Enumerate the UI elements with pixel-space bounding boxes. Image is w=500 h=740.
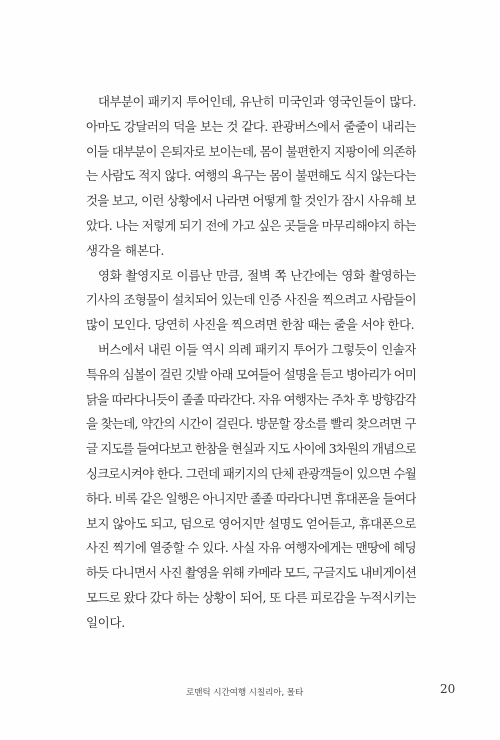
page-footer <box>0 680 500 702</box>
text-line: 버스에서 내린 이들 역시 의례 패키지 투어가 그렇듯이 인솔자 <box>98 341 416 357</box>
text-line: 보지 않아도 되고, 덤으로 영어지만 설명도 얻어듣고, 휴대폰으로 <box>86 515 416 531</box>
text-line: 하다. 비록 같은 일행은 아니지만 졸졸 따라다니면 휴대폰을 들여다 <box>86 490 416 506</box>
body-text <box>86 90 416 636</box>
text-line: 아마도 강달러의 덕을 보는 것 같다. 관광버스에서 줄줄이 내리는 <box>86 118 416 134</box>
text-line: 싱크로시켜야 한다. 그런데 패키지의 단체 관광객들이 있으면 수월 <box>86 465 416 481</box>
text-line: 기사의 조형물이 설치되어 있는데 인증 사진을 찍으려고 사람들이 <box>86 292 416 308</box>
text-line: 하듯 다니면서 사진 촬영을 위해 카메라 모드, 구글지도 내비게이션 <box>86 565 416 581</box>
text-line: 생각을 해본다. <box>86 242 165 258</box>
text-line: 이들 대부분이 은퇴자로 보이는데, 몸이 불편한지 지팡이에 의존하 <box>86 143 416 159</box>
text-line: 일이다. <box>86 614 126 630</box>
text-line: 영화 촬영지로 이름난 만큼, 절벽 쪽 난간에는 영화 촬영하는 <box>98 267 416 283</box>
text-line: 닭을 따라다니듯이 졸졸 따라간다. 자유 여행자는 주차 후 방향감각 <box>86 391 416 407</box>
paragraph-1 <box>86 90 416 264</box>
text-line: 았다. 나는 저렇게 되기 전에 가고 싶은 곳들을 마무리해야지 하는 <box>86 217 416 233</box>
text-line: 글 지도를 들여다보고 한참을 현실과 지도 사이에 3차원의 개념으로 <box>86 441 416 457</box>
text-line: 사진 찍기에 열중할 수 있다. 사실 자유 여행자에게는 맨땅에 헤딩 <box>86 540 416 556</box>
running-title: 로맨틱 시간여행 시칠리아, 몰타 <box>186 688 304 698</box>
text-line: 대부분이 패키지 투어인데, 유난히 미국인과 영국인들이 많다. <box>98 94 416 109</box>
page-number: 20 <box>440 682 456 696</box>
text-line: 는 사람도 적지 않다. 여행의 욕구는 몸이 불편해도 식지 않는다는 <box>86 168 416 184</box>
text-line: 많이 모인다. 당연히 사진을 찍으려면 한참 때는 줄을 서야 한다. <box>86 317 415 333</box>
text-line: 것을 보고, 이런 상황에서 나라면 어떻게 할 것인가 잠시 사유해 보 <box>86 193 416 209</box>
text-line: 을 찾는데, 약간의 시간이 걸린다. 방문할 장소를 빨리 찾으려면 구 <box>86 416 416 432</box>
text-line: 특유의 심볼이 걸린 깃발 아래 모여들어 설명을 듣고 병아리가 어미 <box>86 366 416 382</box>
text-line: 모드로 왔다 갔다 하는 상황이 되어, 또 다른 피로감을 누적시키는 <box>86 589 416 605</box>
paragraph-2 <box>86 264 416 338</box>
paragraph-3 <box>86 338 416 636</box>
